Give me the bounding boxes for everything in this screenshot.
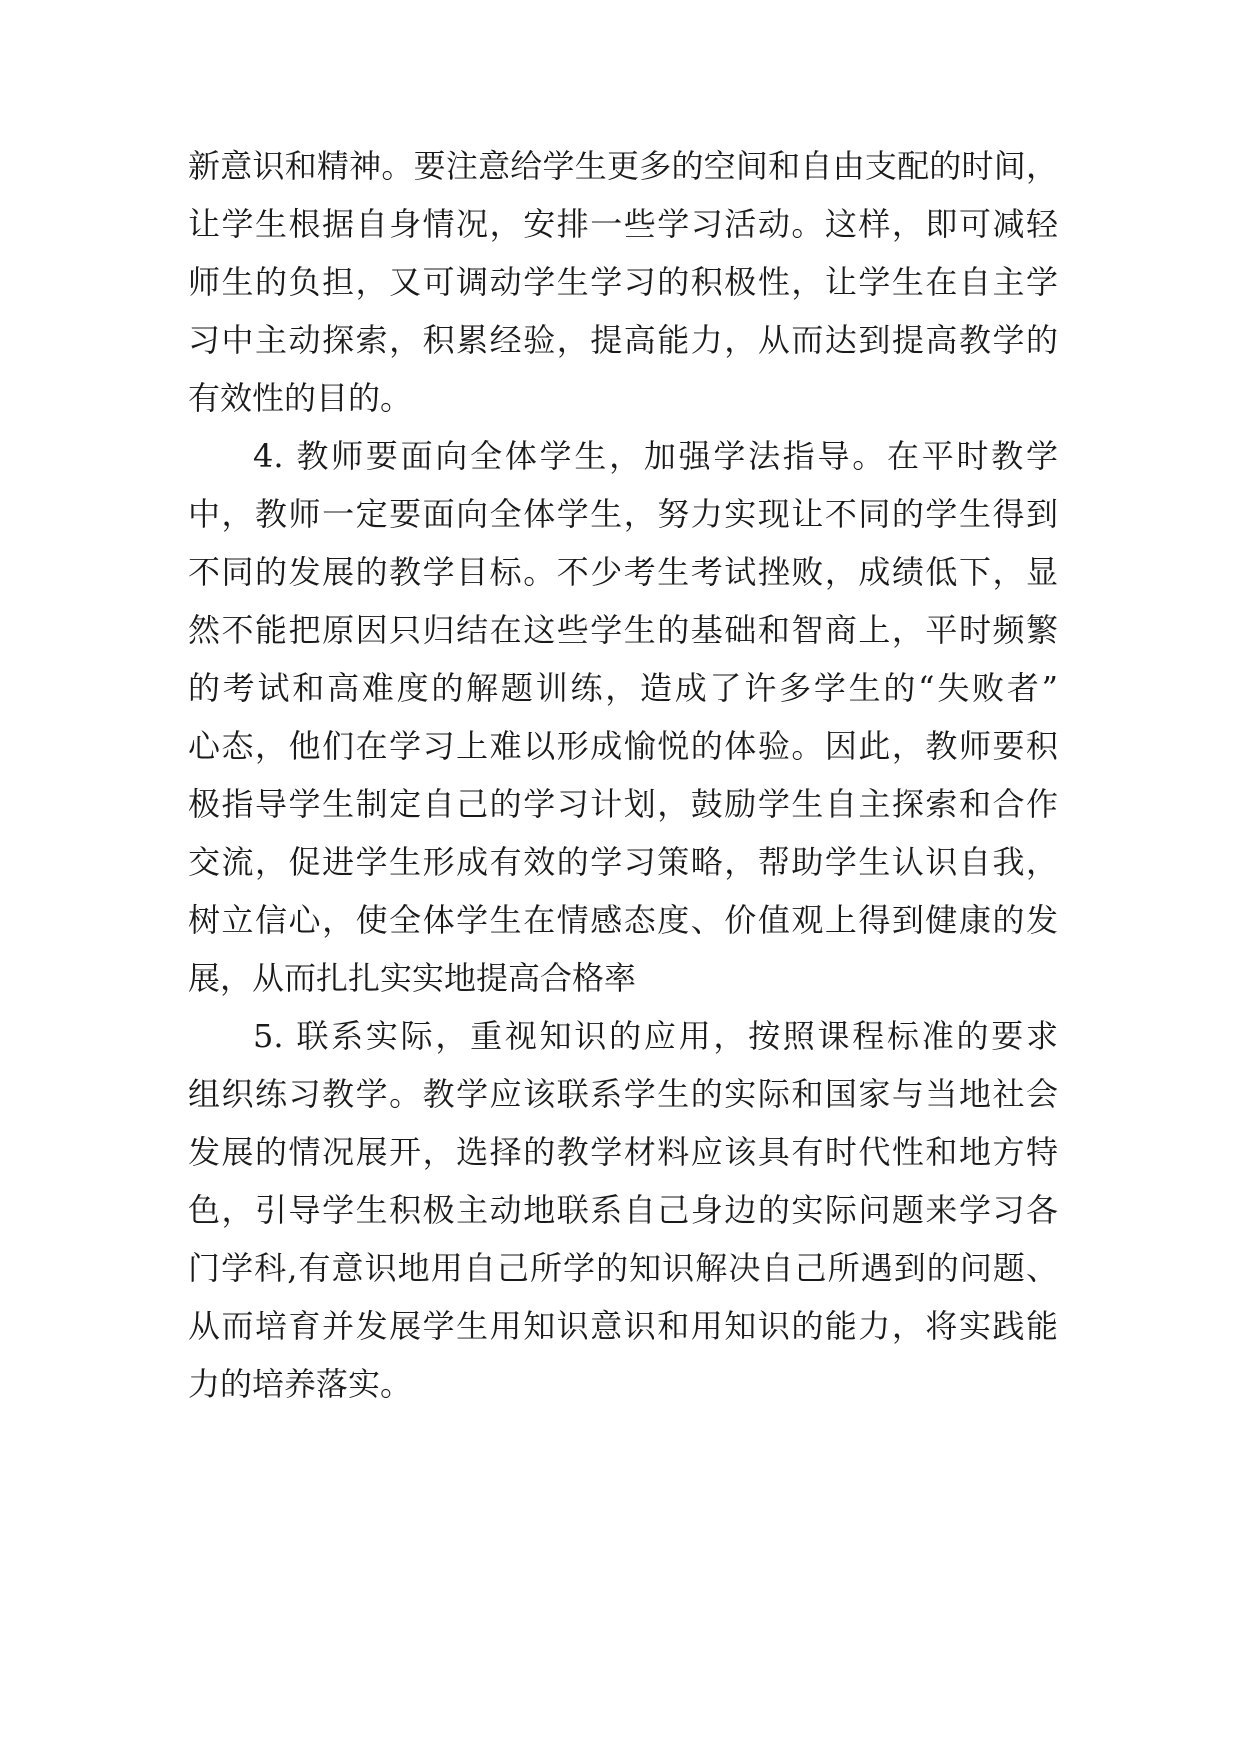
text-line: 中，教师一定要面向全体学生，努力实现让不同的学生得到 xyxy=(188,495,1058,533)
text-line: 组织练习教学。教学应该联系学生的实际和国家与当地社会 xyxy=(188,1075,1058,1113)
text-line: 有效性的目的。 xyxy=(188,379,413,417)
text-line: 发展的情况展开，选择的教学材料应该具有时代性和地方特 xyxy=(188,1133,1058,1171)
text-line: 门学科,有意识地用自己所学的知识解决自己所遇到的问题、 xyxy=(188,1249,1058,1287)
text-line: 树立信心，使全体学生在情感态度、价值观上得到健康的发 xyxy=(188,901,1058,939)
paragraph-5-first-line: 5. 联系实际，重视知识的应用，按照课程标准的要求 xyxy=(253,1017,1058,1055)
text-line: 力的培养落实。 xyxy=(188,1365,413,1403)
text-line: 不同的发展的教学目标。不少考生考试挫败，成绩低下，显 xyxy=(188,553,1058,591)
paragraph-4-first-line: 4. 教师要面向全体学生，加强学法指导。在平时教学 xyxy=(253,437,1058,475)
text-line: 的考试和高难度的解题训练，造成了许多学生的“失败者” xyxy=(188,669,1058,707)
text-line: 习中主动探索，积累经验，提高能力，从而达到提高教学的 xyxy=(188,321,1058,359)
text-line: 色，引导学生积极主动地联系自己身边的实际问题来学习各 xyxy=(188,1191,1058,1229)
text-line: 让学生根据自身情况，安排一些学习活动。这样，即可减轻 xyxy=(188,205,1058,243)
text-line: 展，从而扎扎实实地提高合格率 xyxy=(188,959,637,997)
text-line: 然不能把原因只归结在这些学生的基础和智商上，平时频繁 xyxy=(188,611,1058,649)
text-line: 交流，促进学生形成有效的学习策略，帮助学生认识自我， xyxy=(188,843,1058,881)
text-line: 师生的负担，又可调动学生学习的积极性，让学生在自主学 xyxy=(188,263,1058,301)
text-line: 新意识和精神。要注意给学生更多的空间和自由支配的时间， xyxy=(188,147,1058,185)
text-line: 从而培育并发展学生用知识意识和用知识的能力，将实践能 xyxy=(188,1307,1058,1345)
text-line: 极指导学生制定自己的学习计划，鼓励学生自主探索和合作 xyxy=(188,785,1058,823)
text-line: 心态，他们在学习上难以形成愉悦的体验。因此，教师要积 xyxy=(188,727,1058,765)
